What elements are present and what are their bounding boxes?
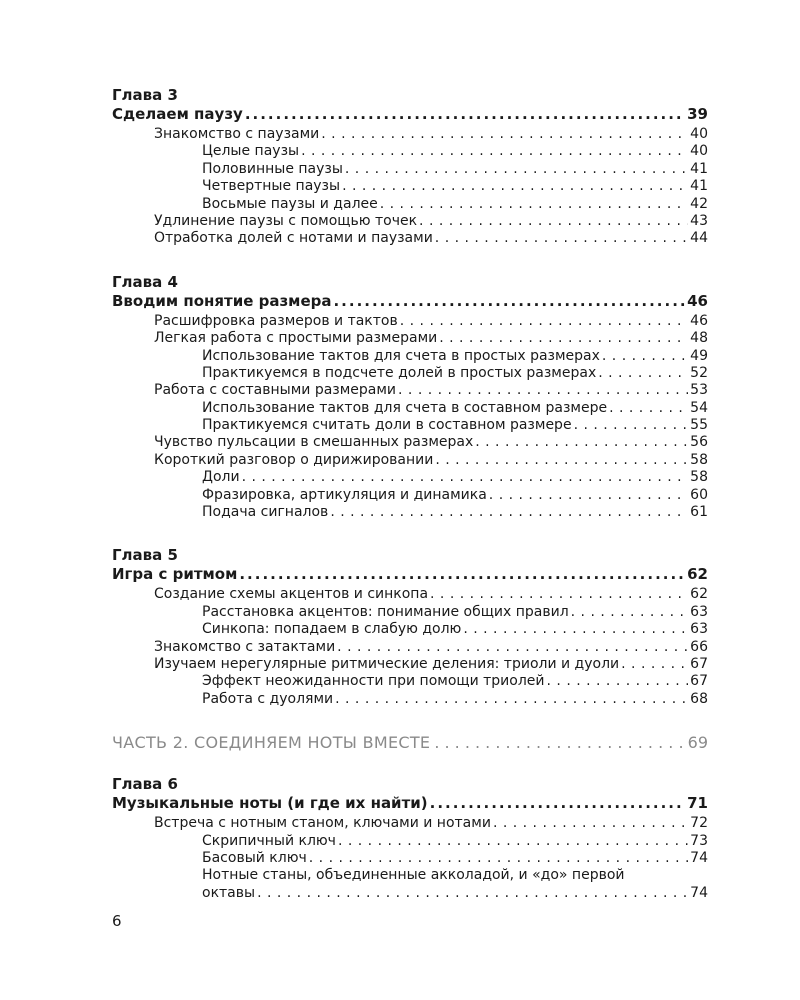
toc-entry-page: 67 <box>690 673 708 690</box>
leader-dots <box>430 793 685 813</box>
toc-entry <box>112 126 708 143</box>
toc-entry-text: Встреча с нотным станом, ключами и нотами <box>154 815 491 832</box>
leader-dots <box>239 564 685 584</box>
leader-dots <box>338 833 688 850</box>
toc-entry <box>112 213 708 230</box>
toc-entry-page: 48 <box>690 330 708 347</box>
toc-entry-page: 52 <box>690 364 708 381</box>
toc-entry-page: 63 <box>690 603 708 620</box>
toc-entry-page: 56 <box>690 434 708 451</box>
toc-entry-text: Удлинение паузы с помощью точек <box>154 212 418 229</box>
leader-dots <box>419 213 688 230</box>
toc-entry <box>112 815 708 832</box>
toc-entry-text: Легкая работа с простыми размерами <box>154 330 438 347</box>
leader-dots <box>337 639 688 656</box>
chapter-title <box>112 793 708 813</box>
toc-entry <box>112 586 708 603</box>
chapter-title <box>112 564 708 584</box>
chapter-title <box>112 291 708 311</box>
chapters-part-2 <box>112 775 708 902</box>
toc-entry-text: Доли <box>202 469 240 486</box>
toc-entry-text: Фразировка, артикуляция и динамика <box>202 486 487 503</box>
toc-entry-text: Отработка долей с нотами и паузами <box>154 230 433 247</box>
toc-entry <box>112 382 708 399</box>
toc-entry <box>112 850 708 867</box>
toc-entry-page: 53 <box>690 382 708 399</box>
toc-entry-page: 68 <box>690 690 708 707</box>
toc-entry <box>112 313 708 330</box>
leader-dots <box>335 691 688 708</box>
toc-entry-text: Половинные паузы <box>202 160 343 177</box>
leader-dots <box>493 815 688 832</box>
toc-entry-text: Чувство пульсации в смешанных размерах <box>154 434 474 451</box>
leader-dots <box>400 313 688 330</box>
leader-dots <box>574 417 689 434</box>
toc-entry-page: 74 <box>690 884 708 901</box>
chapter-label: Глава 6 <box>112 775 178 794</box>
chapter-title-text: Игра с ритмом <box>112 565 238 584</box>
chapter-title-text: Вводим понятие размера <box>112 291 332 310</box>
toc-entry-text: Скрипичный ключ <box>202 832 336 849</box>
leader-dots <box>602 348 688 365</box>
leader-dots <box>380 196 688 213</box>
leader-dots <box>430 586 688 603</box>
toc-entry <box>112 348 708 365</box>
chapter-title-text: Музыкальные ноты (и где их найти) <box>112 794 428 813</box>
chapter-block <box>112 273 708 522</box>
toc-entry-page: 74 <box>690 849 708 866</box>
leader-dots <box>547 673 689 690</box>
toc-entry-text: Практикуемся считать доли в составном размере <box>202 417 572 434</box>
part-heading <box>112 733 708 753</box>
chapter-label: Глава 5 <box>112 546 178 565</box>
toc-entry <box>112 417 708 434</box>
toc-entry-wrapped <box>112 867 708 902</box>
toc-entry-page: 55 <box>690 417 708 434</box>
leader-dots <box>571 604 689 621</box>
leader-dots <box>242 469 689 486</box>
toc-entry-page: 40 <box>690 143 708 160</box>
leader-dots <box>342 178 688 195</box>
table-of-contents <box>112 86 708 927</box>
chapter-title-page: 46 <box>687 291 708 310</box>
toc-entry-line2 <box>202 885 708 902</box>
toc-entry-text: Работа с составными размерами <box>154 382 397 399</box>
leader-dots <box>598 365 688 382</box>
leader-dots <box>257 885 688 902</box>
toc-entry <box>112 400 708 417</box>
toc-entry-page: 73 <box>690 832 708 849</box>
toc-entry <box>112 469 708 486</box>
leader-dots <box>489 487 688 504</box>
toc-entry <box>112 487 708 504</box>
leader-dots <box>435 452 688 469</box>
toc-entry <box>112 833 708 850</box>
toc-entry-page: 62 <box>690 586 708 603</box>
toc-entry <box>112 656 708 673</box>
chapter-block <box>112 86 708 248</box>
toc-entry-page: 67 <box>690 655 708 672</box>
leader-dots <box>439 330 688 347</box>
toc-entry-page: 41 <box>690 178 708 195</box>
toc-entry-page: 58 <box>690 451 708 468</box>
chapter-label: Глава 4 <box>112 272 178 291</box>
toc-entry <box>112 639 708 656</box>
chapter-block <box>112 546 708 708</box>
chapter-title <box>112 104 708 124</box>
toc-entry-text: Расшифровка размеров и тактов <box>154 312 398 329</box>
toc-entry-page: 54 <box>690 399 708 416</box>
toc-entry-page: 42 <box>690 195 708 212</box>
toc-entry-text: Расстановка акцентов: понимание общих правил <box>202 603 569 620</box>
chapter-block <box>112 775 708 902</box>
toc-entry <box>112 673 708 690</box>
chapter-title-page: 62 <box>687 565 708 584</box>
toc-entry-text: Синкопа: попадаем в слабую долю <box>202 621 462 638</box>
chapter-label: Глава 3 <box>112 86 178 104</box>
leader-dots <box>345 161 688 178</box>
leader-dots <box>621 656 688 673</box>
toc-entry <box>112 230 708 247</box>
toc-entry-text: Использование тактов для счета в простых размерах <box>202 347 600 364</box>
toc-entry <box>112 504 708 521</box>
toc-entry-page: 58 <box>690 469 708 486</box>
leader-dots <box>398 382 688 399</box>
toc-entry-page: 41 <box>690 160 708 177</box>
toc-entry-text: Четвертные паузы <box>202 178 341 195</box>
toc-entry-page: 40 <box>690 126 708 142</box>
toc-entry-page: 72 <box>690 815 708 832</box>
toc-entry <box>112 691 708 708</box>
leader-dots <box>434 733 683 753</box>
toc-entry-line2-text: октавы <box>202 884 256 901</box>
leader-dots <box>609 400 688 417</box>
chapter-title-page: 71 <box>687 794 708 813</box>
toc-entry <box>112 452 708 469</box>
toc-entry-text: Целые паузы <box>202 143 300 160</box>
toc-entry-page: 60 <box>690 486 708 503</box>
toc-entry-text: Восьмые паузы и далее <box>202 195 378 212</box>
toc-entry-page: 61 <box>690 504 708 521</box>
page-number: 6 <box>112 912 122 930</box>
leader-dots <box>301 143 688 160</box>
toc-entry <box>112 621 708 638</box>
part-page: 69 <box>687 733 708 753</box>
leader-dots <box>333 291 685 311</box>
toc-entry-text: Работа с дуолями <box>202 690 334 707</box>
toc-entry-text: Знакомство с затактами <box>154 638 336 655</box>
chapter-title-text: Сделаем паузу <box>112 105 243 123</box>
leader-dots <box>475 434 688 451</box>
toc-entry <box>112 161 708 178</box>
leader-dots <box>435 230 688 247</box>
leader-dots <box>321 126 688 143</box>
toc-entry <box>112 178 708 195</box>
toc-entry-text: Подача сигналов <box>202 504 329 521</box>
chapters-part-1 <box>112 86 708 708</box>
toc-entry <box>112 143 708 160</box>
toc-entry <box>112 196 708 213</box>
leader-dots <box>309 850 688 867</box>
toc-entry-page: 44 <box>690 230 708 247</box>
toc-entry-text: Эффект неожиданности при помощи триолей <box>202 673 545 690</box>
toc-entry-text: Короткий разговор о дирижировании <box>154 451 434 468</box>
toc-entry <box>112 330 708 347</box>
toc-entry-page: 63 <box>690 621 708 638</box>
leader-dots <box>463 621 688 638</box>
part-title: ЧАСТЬ 2. СОЕДИНЯЕМ НОТЫ ВМЕСТЕ <box>112 733 431 753</box>
chapter-title-page: 39 <box>687 105 708 123</box>
leader-dots <box>330 504 688 521</box>
toc-entry <box>112 365 708 382</box>
toc-entry-page: 49 <box>690 347 708 364</box>
toc-entry-text: Изучаем нерегулярные ритмические деления: триоли и дуоли <box>154 655 620 672</box>
toc-entry-text: Создание схемы акцентов и синкопа <box>154 586 429 603</box>
toc-entry-text: Практикуемся в подсчете долей в простых размерах <box>202 364 597 381</box>
toc-entry-page: 43 <box>690 212 708 229</box>
toc-entry-page: 46 <box>690 312 708 329</box>
toc-entry-text: Знакомство с паузами <box>154 126 320 142</box>
toc-entry <box>112 434 708 451</box>
toc-entry-line: Нотные станы, объединенные акколадой, и «до» первой <box>202 867 625 884</box>
toc-entry-text: Использование тактов для счета в составном размере <box>202 399 608 416</box>
leader-dots <box>245 104 685 124</box>
toc-entry-text: Басовый ключ <box>202 849 307 866</box>
toc-entry-page: 66 <box>690 638 708 655</box>
toc-entry <box>112 604 708 621</box>
